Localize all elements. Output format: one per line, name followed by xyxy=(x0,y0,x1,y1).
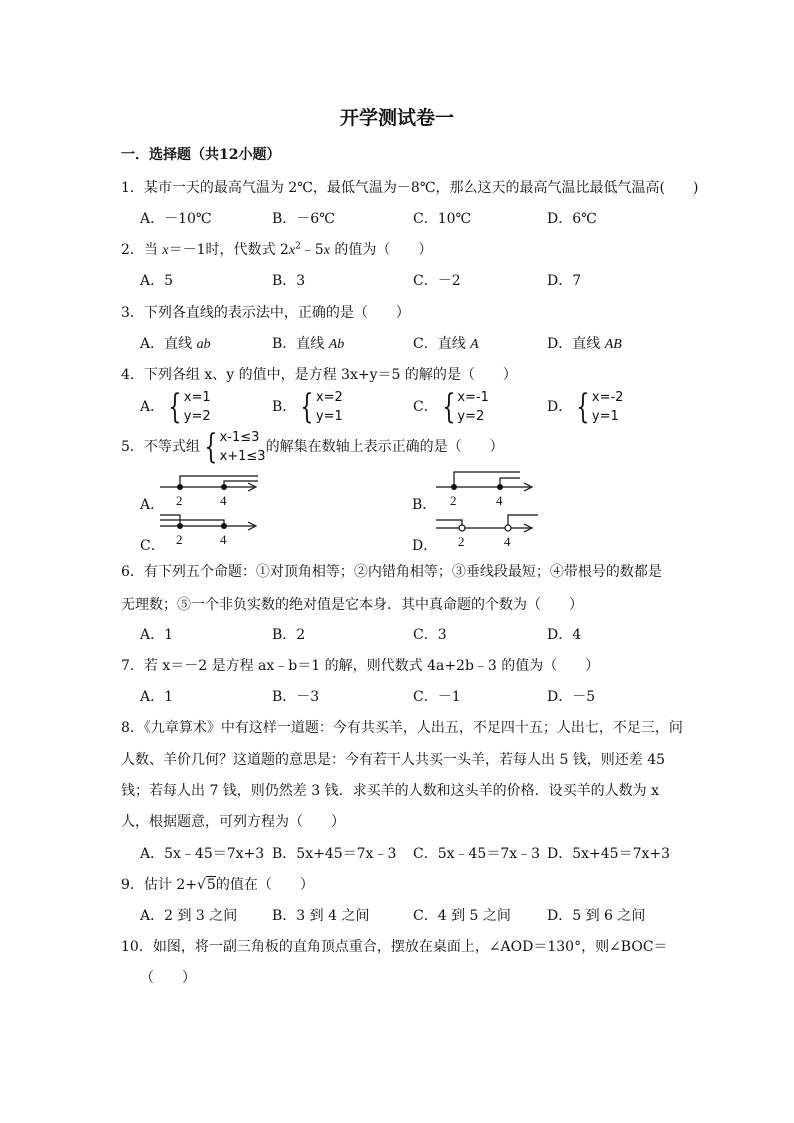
q9-option-c: C．4 到 5 之间 xyxy=(413,908,511,924)
q7-option-a: A．1 xyxy=(140,689,174,705)
question-1: 1．某市一天的最高气温为 2℃，最低气温为－8℃，那么这天的最高气温比最低气温高( ) xyxy=(121,180,699,196)
q2-option-b: B．3 xyxy=(272,273,306,289)
number-line-b xyxy=(434,468,544,512)
q7-option-b: B．－3 xyxy=(272,689,320,705)
question-8-line-1: 8．《九章算术》中有这样一道题：今有共买羊，人出五，不足四十五；人出七，不足三，问 xyxy=(121,720,683,736)
number-line-a xyxy=(158,468,268,512)
q9-option-d: D．5 到 6 之间 xyxy=(547,908,646,924)
q2-option-c: C．－2 xyxy=(413,273,461,289)
q2-text-mid: ＝－1时，代数式 2 xyxy=(168,242,289,258)
q2-option-d: D．7 xyxy=(547,273,582,289)
section-heading: 一．选择题（共12小题） xyxy=(121,147,281,163)
q3-option-c: C．直线 A xyxy=(413,336,479,352)
q2-var-2: x xyxy=(288,243,296,258)
q2-text-post: ﹣5 xyxy=(300,242,324,258)
svg-text:4: 4 xyxy=(496,493,503,508)
q4-option-d: D． { x=-2 y=1 xyxy=(547,387,624,427)
q5-option-a: A． xyxy=(140,497,165,513)
q3-option-a: A．直线 ab xyxy=(140,336,211,352)
q1-option-d: D．6℃ xyxy=(547,211,597,227)
q2-var-3: x xyxy=(323,243,330,258)
q6-option-a: A．1 xyxy=(140,627,174,643)
question-4: 4．下列各组 x、y 的值中，是方程 3x+y＝5 的解的是（ ） xyxy=(121,367,517,383)
svg-text:2: 2 xyxy=(450,493,457,508)
q6-option-d: D．4 xyxy=(547,627,582,643)
q8-option-a: A．5x﹣45＝7x+3 xyxy=(140,846,265,862)
q1-option-b: B．－6℃ xyxy=(272,211,335,227)
page-title: 开学测试卷一 xyxy=(339,107,454,129)
q7-option-c: C．－1 xyxy=(413,689,461,705)
question-7: 7．若 x＝－2 是方程 ax﹣b＝1 的解，则代数式 4a+2b﹣3 的值为（ ） xyxy=(121,658,600,674)
q7-option-d: D．－5 xyxy=(547,689,596,705)
brace-icon: { xyxy=(576,387,590,427)
svg-text:2: 2 xyxy=(176,532,183,547)
q2-option-a: A．5 xyxy=(140,273,174,289)
q5-option-c: C． xyxy=(140,538,165,554)
q4-option-b: B． { x=2 y=1 xyxy=(272,387,343,427)
q9-option-b: B．3 到 4 之间 xyxy=(272,908,370,924)
q2-exponent: 2 xyxy=(295,241,301,252)
question-8-line-2: 人数、羊价几何？这道题的意思是：今有若干人共买一头羊，若每人出 5 钱，则还差 45 xyxy=(121,752,666,768)
q4-option-c: C． { x=-1 y=2 xyxy=(413,387,489,427)
question-10-line-2: （ ） xyxy=(140,970,196,986)
question-5: 5．不等式组 { x-1≤3 x+1≤3 的解集在数轴上表示正确的是（ ） xyxy=(121,427,504,467)
number-line-c xyxy=(158,510,268,554)
svg-text:2: 2 xyxy=(458,534,465,549)
question-8-line-4: 人，根据题意，可列方程为（ ） xyxy=(121,814,345,830)
q2-var: x xyxy=(162,243,169,258)
question-2 xyxy=(121,239,432,259)
q2-text-end: 的值为（ ） xyxy=(329,242,433,258)
q5-option-d: D． xyxy=(412,538,438,554)
svg-text:4: 4 xyxy=(220,532,227,547)
number-line-d xyxy=(434,510,544,554)
question-6-line-2: 无理数；⑤一个非负实数的绝对值是它本身．其中真命题的个数为（ ） xyxy=(121,597,583,613)
question-9: 9．估计 2+√5的值在（ ） xyxy=(121,877,314,893)
q2-text-pre: 2．当 xyxy=(121,242,163,258)
sqrt-icon: √ xyxy=(197,877,206,893)
brace-icon: { xyxy=(168,387,182,427)
q1-option-a: A．－10℃ xyxy=(140,211,212,227)
svg-text:2: 2 xyxy=(176,493,183,508)
question-8-line-3: 钱；若每人出 7 钱，则仍然差 3 钱．求买羊的人数和这头羊的价格．设买羊的人数为 x xyxy=(121,783,659,799)
q3-option-d: D．直线 AB xyxy=(547,336,622,352)
q8-option-c: C．5x﹣45＝7x﹣3 xyxy=(413,846,541,862)
q4-option-a: A． { x=1 y=2 xyxy=(140,387,211,427)
q9-radicand: 5 xyxy=(206,877,216,893)
q9-option-a: A．2 到 3 之间 xyxy=(140,908,238,924)
svg-text:4: 4 xyxy=(220,493,227,508)
question-3: 3．下列各直线的表示法中，正确的是（ ） xyxy=(121,305,410,321)
q6-option-c: C．3 xyxy=(413,627,447,643)
q3-option-b: B．直线 Ab xyxy=(272,336,345,352)
brace-icon: { xyxy=(442,387,456,427)
q8-option-d: D．5x+45＝7x+3 xyxy=(547,846,671,862)
q1-option-c: C．10℃ xyxy=(413,211,472,227)
question-6-line-1: 6．有下列五个命题：①对顶角相等；②内错角相等；③垂线段最短；④带根号的数都是 xyxy=(121,564,662,580)
q5-option-b: B． xyxy=(412,497,437,513)
brace-icon: { xyxy=(204,427,218,467)
q8-option-b: B．5x+45＝7x﹣3 xyxy=(272,846,397,862)
svg-text:4: 4 xyxy=(504,534,511,549)
q6-option-b: B．2 xyxy=(272,627,306,643)
brace-icon: { xyxy=(300,387,314,427)
question-10-line-1: 10．如图，将一副三角板的直角顶点重合，摆放在桌面上，∠AOD＝130°，则∠BOC＝ xyxy=(121,939,668,955)
